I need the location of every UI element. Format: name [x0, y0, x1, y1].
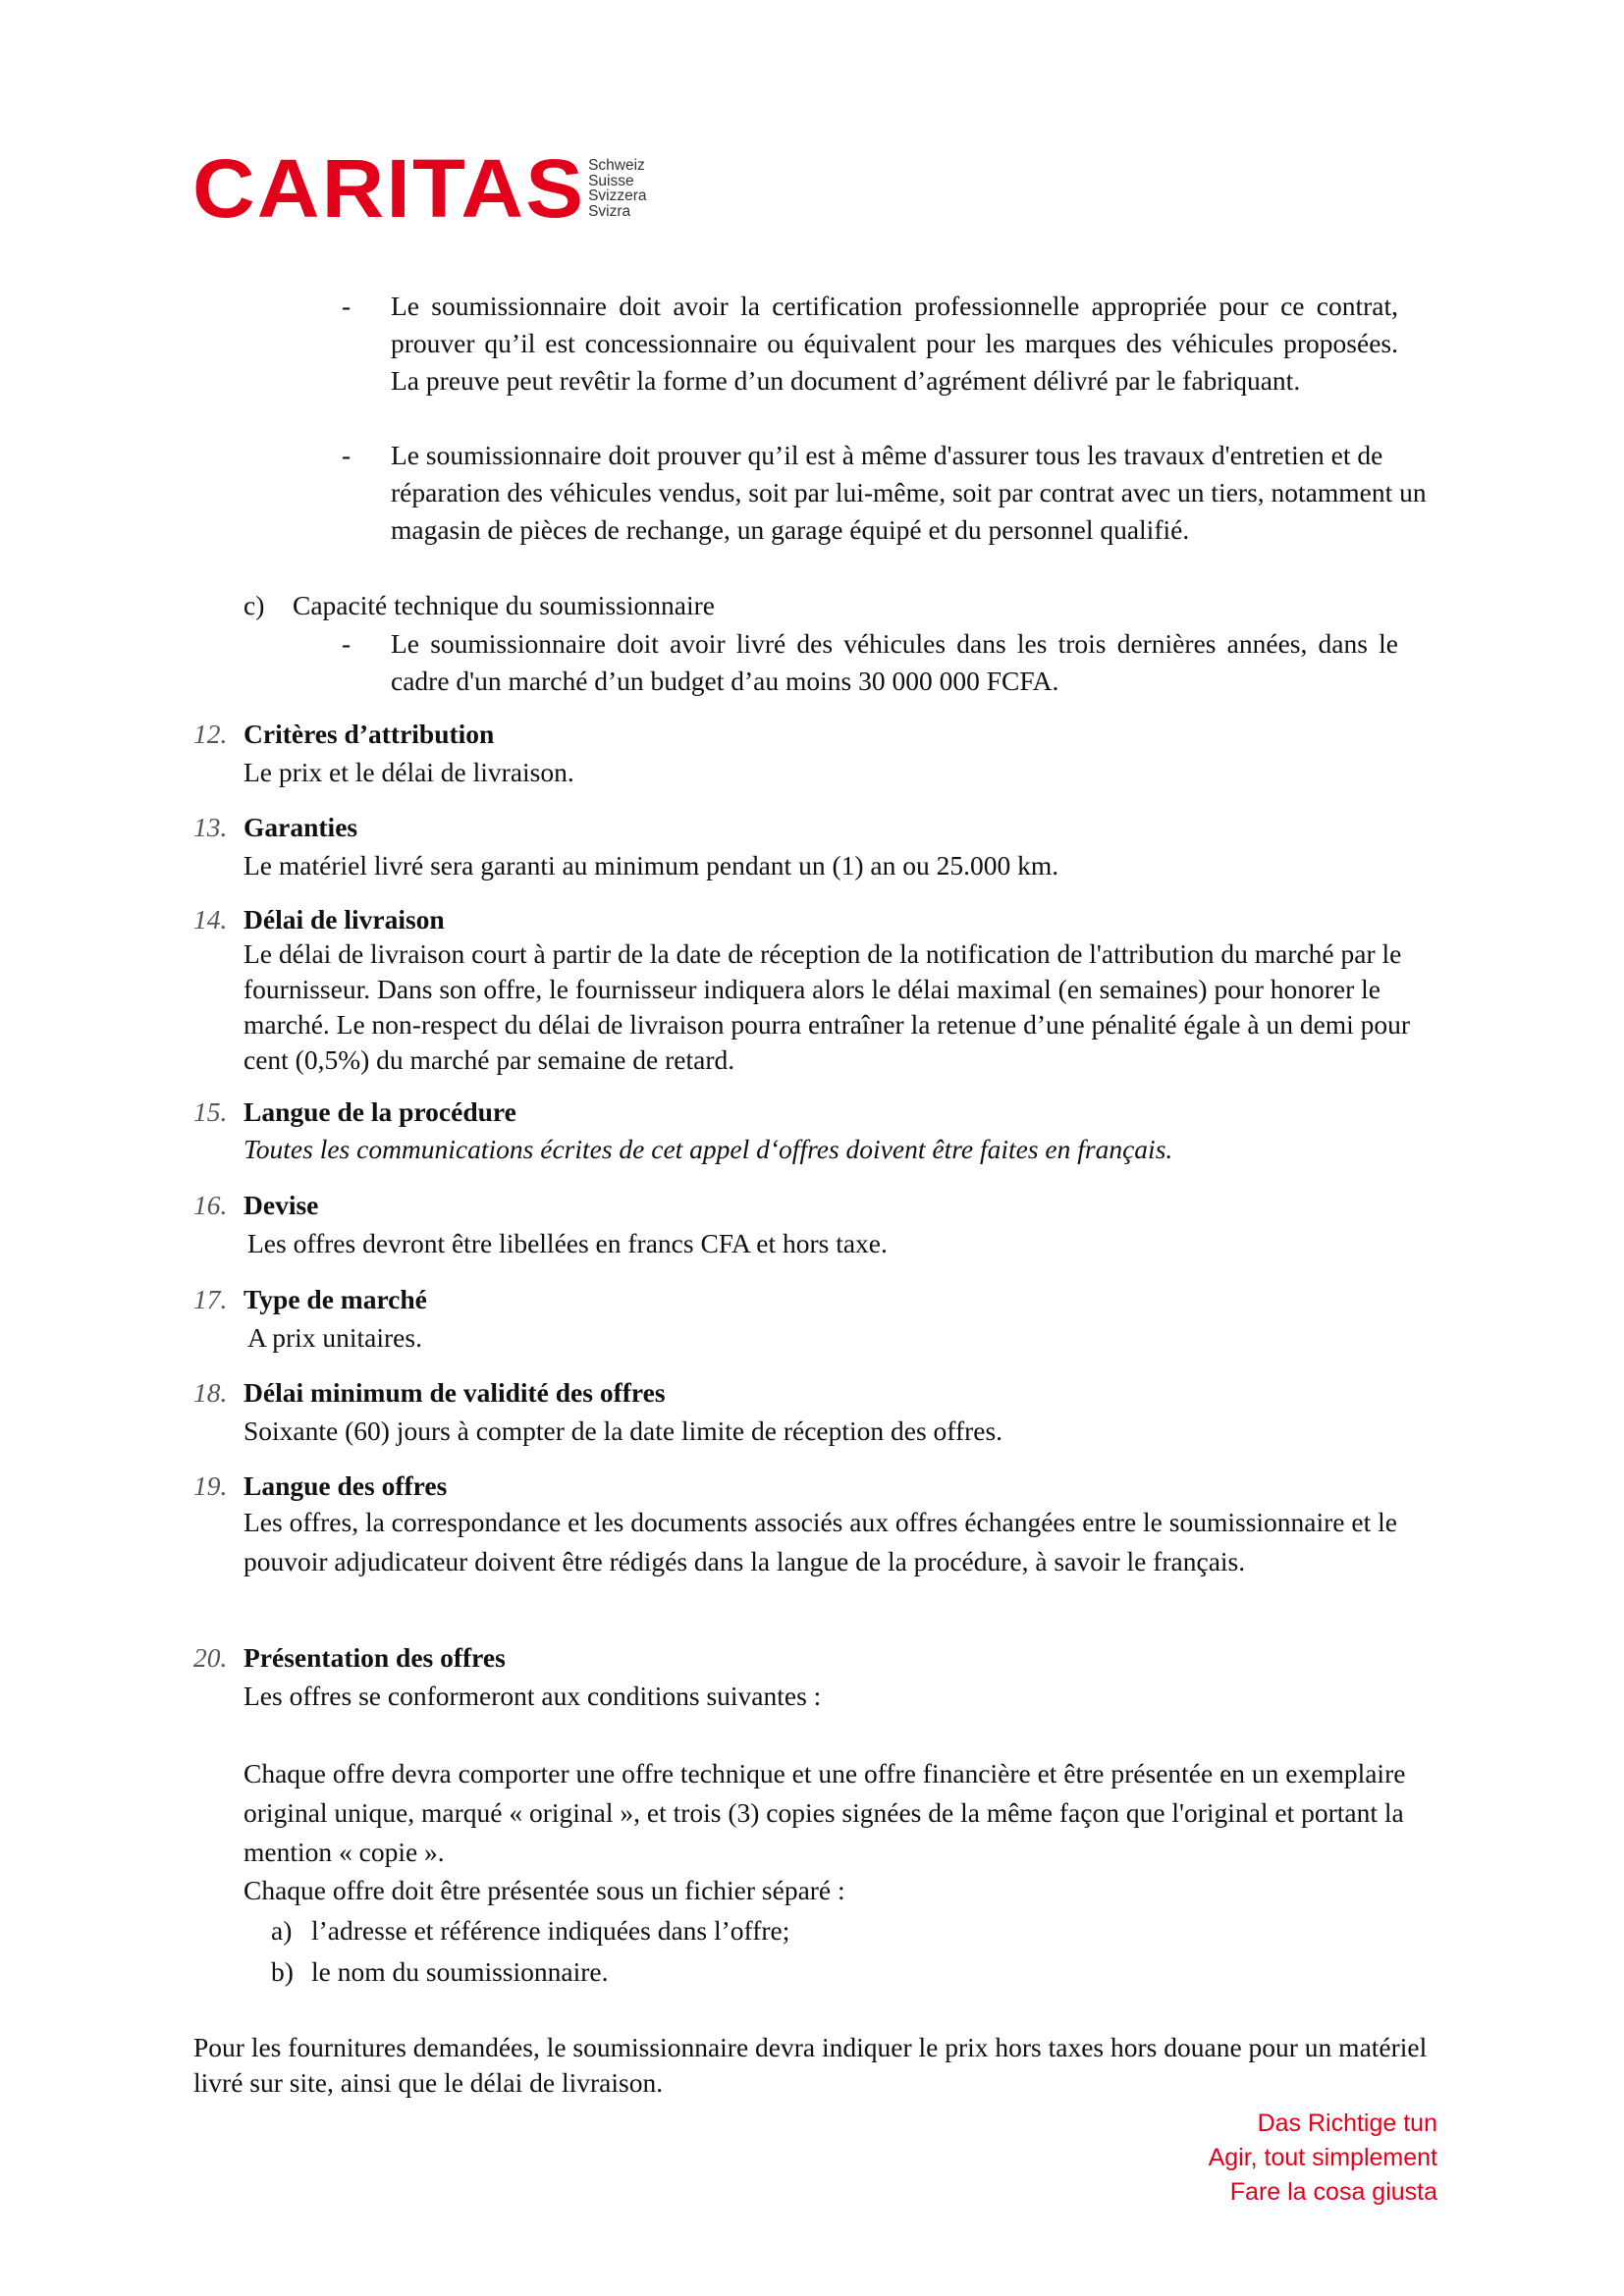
section-body: Les offres, la correspondance et les documents associés aux offres échangées entre le soumissionnaire et le pouvoir adjudicateur doivent être rédigés dans la langue de la procédure, à savoir le français. [244, 1507, 1397, 1576]
section-number: 16. [193, 1190, 228, 1220]
footer-slogans [1209, 2107, 1437, 2210]
section-title: Délai de livraison [244, 904, 445, 934]
section-body: Le matériel livré sera garanti au minimum pendant un (1) an ou 25.000 km. [244, 850, 1059, 881]
section-title: Langue des offres [244, 1470, 448, 1501]
section-paragraph: Chaque offre devra comporter une offre technique et une offre financière et être présentée en un exemplaire original unique, marqué « original », et trois (3) copies signées de la même façon que l'original et portant la mention « copie ». [244, 1758, 1406, 1867]
section-number: 20. [193, 1642, 228, 1673]
section-body: Le prix et le délai de livraison. [244, 757, 574, 787]
bullet-dash: - [342, 440, 352, 470]
section-number: 13. [193, 812, 228, 842]
section-number: 19. [193, 1470, 228, 1501]
bullet-dash: - [342, 291, 352, 321]
section-title: Langue de la procédure [244, 1096, 516, 1127]
list-label: b) [271, 1956, 294, 1987]
caritas-logo [192, 142, 647, 235]
section-number: 14. [193, 904, 228, 934]
section-body: Toutes les communications écrites de cet appel d‘offres doivent être faites en français. [244, 1134, 1173, 1164]
section-body: Le délai de livraison court à partir de la date de réception de la notification de l'attribution du marché par le fournisseur. Dans son offre, le fournisseur indiquera alors le délai maximal (en semaines) pour honorer le marché. Le non-respect du délai de livraison pourra entraîner la retenue d’une pénalité égale à un demi pour cent (0,5%) du marché par semaine de retard. [244, 938, 1411, 1075]
section-title: Présentation des offres [244, 1642, 506, 1673]
list-item: le nom du soumissionnaire. [311, 1956, 609, 1987]
slogan-french: Agir, tout simplement [1208, 2144, 1437, 2171]
qualification-bullet-2: Le soumissionnaire doit prouver qu’il est à même d'assurer tous les travaux d'entretien et de réparation des véhicules vendus, soit par lui-même, soit par contrat avec un tiers, notamment un magasin de pièces de rechange, un garage équipé et du personnel qualifié. [391, 440, 1427, 545]
logo-wordmark: CARITAS [192, 142, 586, 235]
qualification-bullet-1: Le soumissionnaire doit avoir la certification professionnelle appropriée pour ce contrat, prouver qu’il est concessionnaire ou équivalent pour les marques des véhicules proposées. La preuve peut revêtir la forme d’un document d’agrément délivré par le fabriquant. [391, 291, 1398, 396]
slogan-german: Das Richtige tun [1257, 2109, 1437, 2137]
section-body: Les offres se conformeront aux conditions suivantes : [244, 1681, 822, 1711]
section-body: Soixante (60) jours à compter de la date limite de réception des offres. [244, 1415, 1003, 1446]
subsection-c-label: c) [244, 590, 265, 620]
section-number: 18. [193, 1377, 228, 1408]
section-body: Les offres devront être libellées en francs CFA et hors taxe. [247, 1228, 888, 1258]
technical-bullet-1: Le soumissionnaire doit avoir livré des véhicules dans les trois dernières années, dans le cadre d'un marché d’un budget d’au moins 30 000 000 FCFA. [391, 628, 1398, 696]
section-title: Délai minimum de validité des offres [244, 1377, 666, 1408]
section-body: A prix unitaires. [247, 1322, 422, 1353]
closing-paragraph: Pour les fournitures demandées, le soumissionnaire devra indiquer le prix hors taxes hors douane pour un matériel livré sur site, ainsi que le délai de livraison. [193, 2032, 1428, 2098]
list-label: a) [271, 1915, 293, 1946]
slogan-italian: Fare la cosa giusta [1229, 2178, 1437, 2206]
logo-languages: Schweiz Suisse Svizzera Svizra [588, 157, 647, 220]
list-item: l’adresse et référence indiquées dans l’offre; [311, 1915, 790, 1946]
section-number: 17. [193, 1284, 228, 1314]
section-number: 12. [193, 719, 228, 749]
section-title: Garanties [244, 812, 358, 842]
section-title: Critères d’attribution [244, 719, 495, 749]
subsection-c-title: Capacité technique du soumissionnaire [293, 590, 715, 620]
section-number: 15. [193, 1096, 228, 1127]
section-title: Type de marché [244, 1284, 427, 1314]
bullet-dash: - [342, 628, 352, 659]
section-paragraph: Chaque offre doit être présentée sous un fichier séparé : [244, 1875, 845, 1905]
section-title: Devise [244, 1190, 319, 1220]
